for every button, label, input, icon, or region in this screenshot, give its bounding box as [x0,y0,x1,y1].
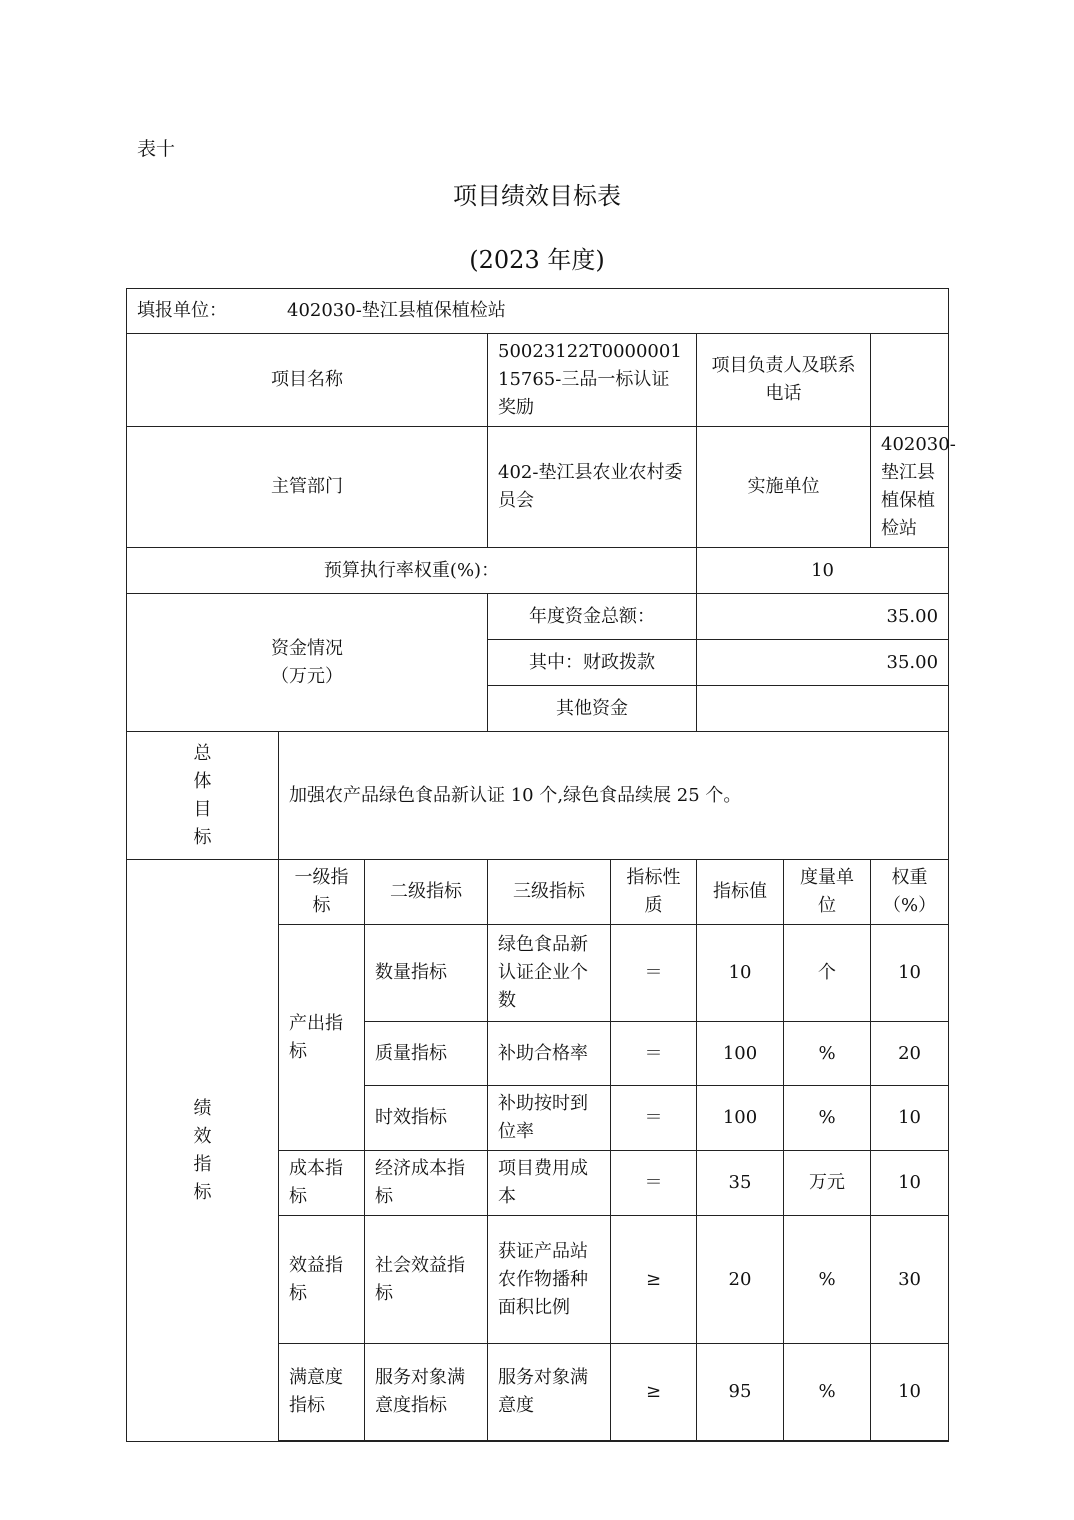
project-name-row [127,334,949,427]
nature-cell: ≥ [611,1216,697,1344]
level3-cell: 绿色食品新认证企业个数 [488,925,611,1022]
filler-cell [611,1441,697,1442]
level2-cell: 经济成本指标 [365,1151,488,1216]
department-label: 主管部门 [127,427,488,548]
goal-label-char: 目 [193,798,212,820]
section-label-char: 绩 [193,1097,212,1119]
filling-unit-value: 402030-垫江县植保植检站 [287,300,506,321]
weight-cell: 10 [871,1086,949,1151]
value-cell: 100 [697,1086,784,1151]
funds-total-row [127,594,949,640]
table-number: 表十 [137,138,176,160]
level2-cell: 社会效益指标 [365,1216,488,1344]
unit-cell: % [784,1216,871,1344]
implementing-unit-label: 实施单位 [697,427,871,548]
annual-total-label: 年度资金总额： [488,594,697,640]
annual-total-value: 35.00 [697,594,949,640]
section-label-char: 标 [193,1181,212,1203]
level2-cell: 服务对象满意度指标 [365,1344,488,1441]
header-nature: 指标性质 [611,860,697,925]
implementing-unit-value: 402030-垫江县植保植检站 [871,427,949,548]
nature-cell: ＝ [611,1151,697,1216]
indicators-section-label [127,860,279,1442]
header-level2: 二级指标 [365,860,488,925]
document-year: (2023 年度) [469,246,605,274]
weight-cell: 10 [871,1151,949,1216]
goal-label-char: 标 [193,826,212,848]
header-unit: 度量单位 [784,860,871,925]
level3-cell: 补助合格率 [488,1022,611,1086]
value-cell: 100 [697,1022,784,1086]
weight-cell: 10 [871,1344,949,1441]
budget-weight-row [127,548,949,594]
unit-cell: % [784,1086,871,1151]
funds-label-line1: 资金情况 [271,637,343,659]
department-value: 402-垫江县农业农村委员会 [488,427,697,548]
funds-label [127,594,488,732]
goal-label-char: 体 [193,770,212,792]
value-cell: 35 [697,1151,784,1216]
header-level1: 一级指标 [279,860,365,925]
project-name-label: 项目名称 [127,334,488,427]
contact-label: 项目负责人及联系电话 [697,334,871,427]
unit-cell: % [784,1344,871,1441]
goal-label-char: 总 [193,742,212,764]
level3-cell: 获证产品站农作物播种面积比例 [488,1216,611,1344]
nature-cell: ＝ [611,1086,697,1151]
performance-target-table [126,288,956,1442]
weight-cell: 20 [871,1022,949,1086]
level3-cell: 服务对象满意度 [488,1344,611,1441]
level1-output: 产出指标 [279,925,365,1151]
level1-cell: 效益指标 [279,1216,365,1344]
project-name-value: 50023122T000000115765-三品一标认证奖励 [488,334,697,427]
level2-cell: 质量指标 [365,1022,488,1086]
level2-cell: 时效指标 [365,1086,488,1151]
value-cell: 10 [697,925,784,1022]
weight-cell: 10 [871,925,949,1022]
level3-cell: 补助按时到位率 [488,1086,611,1151]
level1-cell: 成本指标 [279,1151,365,1216]
level2-cell: 数量指标 [365,925,488,1022]
filler-cell [697,1441,784,1442]
filler-cell [279,1441,365,1442]
filler-cell [365,1441,488,1442]
filling-unit-row [127,289,949,334]
filler-cell [871,1441,949,1442]
other-funds-value [697,686,949,732]
unit-cell: 个 [784,925,871,1022]
nature-cell: ＝ [611,1022,697,1086]
indicator-header-row [127,860,949,925]
header-value: 指标值 [697,860,784,925]
unit-cell: % [784,1022,871,1086]
contact-value [871,334,949,427]
filling-unit-cell [127,289,949,334]
overall-goal-text: 加强农产品绿色食品新认证 10 个,绿色食品续展 25 个。 [279,732,949,860]
level1-cell: 满意度指标 [279,1344,365,1441]
weight-cell: 30 [871,1216,949,1344]
fiscal-value: 35.00 [697,640,949,686]
header-weight: 权重（%） [871,860,949,925]
nature-cell: ＝ [611,925,697,1022]
fiscal-label: 其中：财政拨款 [488,640,697,686]
budget-weight-value: 10 [697,548,949,594]
document-title: 项目绩效目标表 [453,182,621,210]
level3-cell: 项目费用成本 [488,1151,611,1216]
filling-unit-label: 填报单位： [137,300,227,321]
filler-cell [488,1441,611,1442]
funds-label-line2: （万元） [271,665,343,687]
unit-cell: 万元 [784,1151,871,1216]
overall-goal-row [127,732,949,860]
other-funds-label: 其他资金 [488,686,697,732]
value-cell: 20 [697,1216,784,1344]
department-row [127,427,949,548]
nature-cell: ≥ [611,1344,697,1441]
overall-goal-label [127,732,279,860]
budget-weight-label: 预算执行率权重(%)： [127,548,697,594]
section-label-char: 指 [193,1153,212,1175]
value-cell: 95 [697,1344,784,1441]
section-label-char: 效 [193,1125,212,1147]
filler-cell [784,1441,871,1442]
header-level3: 三级指标 [488,860,611,925]
